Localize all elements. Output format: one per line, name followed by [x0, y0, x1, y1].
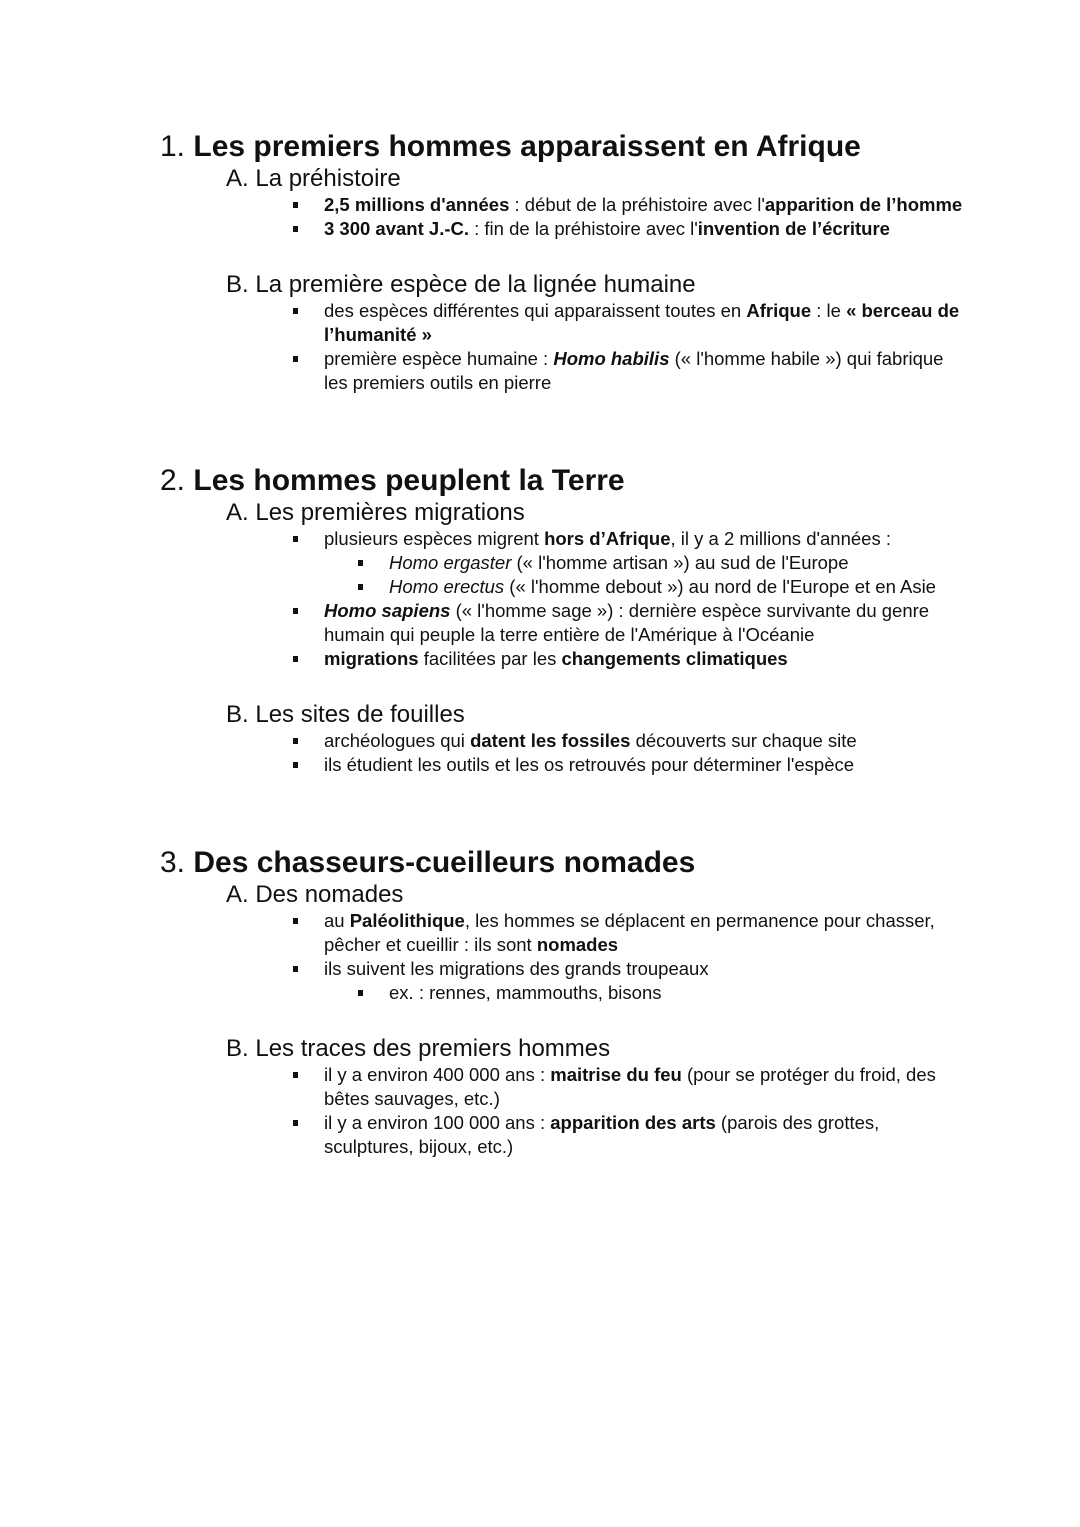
section-1-sub-b	[226, 271, 980, 395]
list-item: migrations facilitées par les changements climatiques	[324, 647, 964, 671]
list-item: 3 300 avant J.-C. : fin de la préhistoire avec l'invention de l’écriture	[324, 217, 964, 241]
list-item: Homo erectus (« l'homme debout ») au nord de l'Europe et en Asie	[389, 575, 964, 599]
bullet-list	[226, 527, 980, 671]
sub-heading: A. Des nomades	[226, 881, 404, 908]
list-item: il y a environ 100 000 ans : apparition des arts (parois des grottes, sculptures, bijoux, etc.)	[324, 1111, 964, 1159]
list-item: au Paléolithique, les hommes se déplacent en permanence pour chasser, pêcher et cueillir : ils sont nomades	[324, 909, 964, 957]
section-3-sub-a	[226, 881, 980, 1005]
list-item: des espèces différentes qui apparaissent toutes en Afrique : le « berceau de l’humanité »	[324, 299, 964, 347]
list-item: Homo ergaster (« l'homme artisan ») au sud de l'Europe	[389, 551, 964, 575]
section-2	[160, 463, 980, 777]
sub-heading: B. La première espèce de la lignée humaine	[226, 271, 696, 298]
section-3-sub-b	[226, 1035, 980, 1159]
section-2-title: 2. Les hommes peuplent la Terre	[160, 464, 625, 497]
section-3-title: 3. Des chasseurs-cueilleurs nomades	[160, 846, 696, 879]
list-item: 2,5 millions d'années : début de la préhistoire avec l'apparition de l’homme	[324, 194, 963, 215]
bullet-list	[226, 193, 980, 241]
list-item: plusieurs espèces migrent hors d’Afrique, il y a 2 millions d'années : Homo ergaster (« l'homme artisan ») au sud de l'Europe Homo erectus (« l'homme debout ») au nord de l'Europe et en Asie	[324, 527, 964, 599]
list-item: Homo sapiens (« l'homme sage ») : dernière espèce survivante du genre humain qui peuple la terre entière de l'Amérique à l'Océanie	[324, 599, 964, 647]
bullet-list	[226, 909, 980, 1005]
list-item: archéologues qui datent les fossiles découverts sur chaque site	[324, 729, 964, 753]
bullet-list	[226, 729, 980, 777]
section-1-sub-a	[226, 165, 980, 241]
sub-heading: B. Les sites de fouilles	[226, 701, 465, 728]
section-1	[160, 129, 980, 395]
sub-heading: A. Les premières migrations	[226, 499, 525, 526]
sub-bullet-list	[324, 981, 964, 1005]
bullet-list	[226, 299, 980, 395]
list-item: première espèce humaine : Homo habilis (« l'homme habile ») qui fabrique les premiers outils en pierre	[324, 347, 964, 395]
list-item: ils suivent les migrations des grands troupeaux ex. : rennes, mammouths, bisons	[324, 957, 964, 1005]
bullet-list	[226, 1063, 980, 1159]
sub-heading: B. Les traces des premiers hommes	[226, 1035, 611, 1062]
list-item: ils étudient les outils et les os retrouvés pour déterminer l'espèce	[324, 753, 964, 777]
list-item: ex. : rennes, mammouths, bisons	[389, 981, 964, 1005]
section-2-sub-b	[226, 701, 980, 777]
section-1-title: 1. Les premiers hommes apparaissent en Afrique	[160, 130, 861, 163]
section-3	[160, 845, 980, 1159]
list-item: il y a environ 400 000 ans : maitrise du feu (pour se protéger du froid, des bêtes sauvages, etc.)	[324, 1063, 964, 1111]
section-2-sub-a	[226, 499, 980, 671]
sub-heading: A. La préhistoire	[226, 165, 401, 192]
sub-bullet-list	[324, 551, 964, 599]
